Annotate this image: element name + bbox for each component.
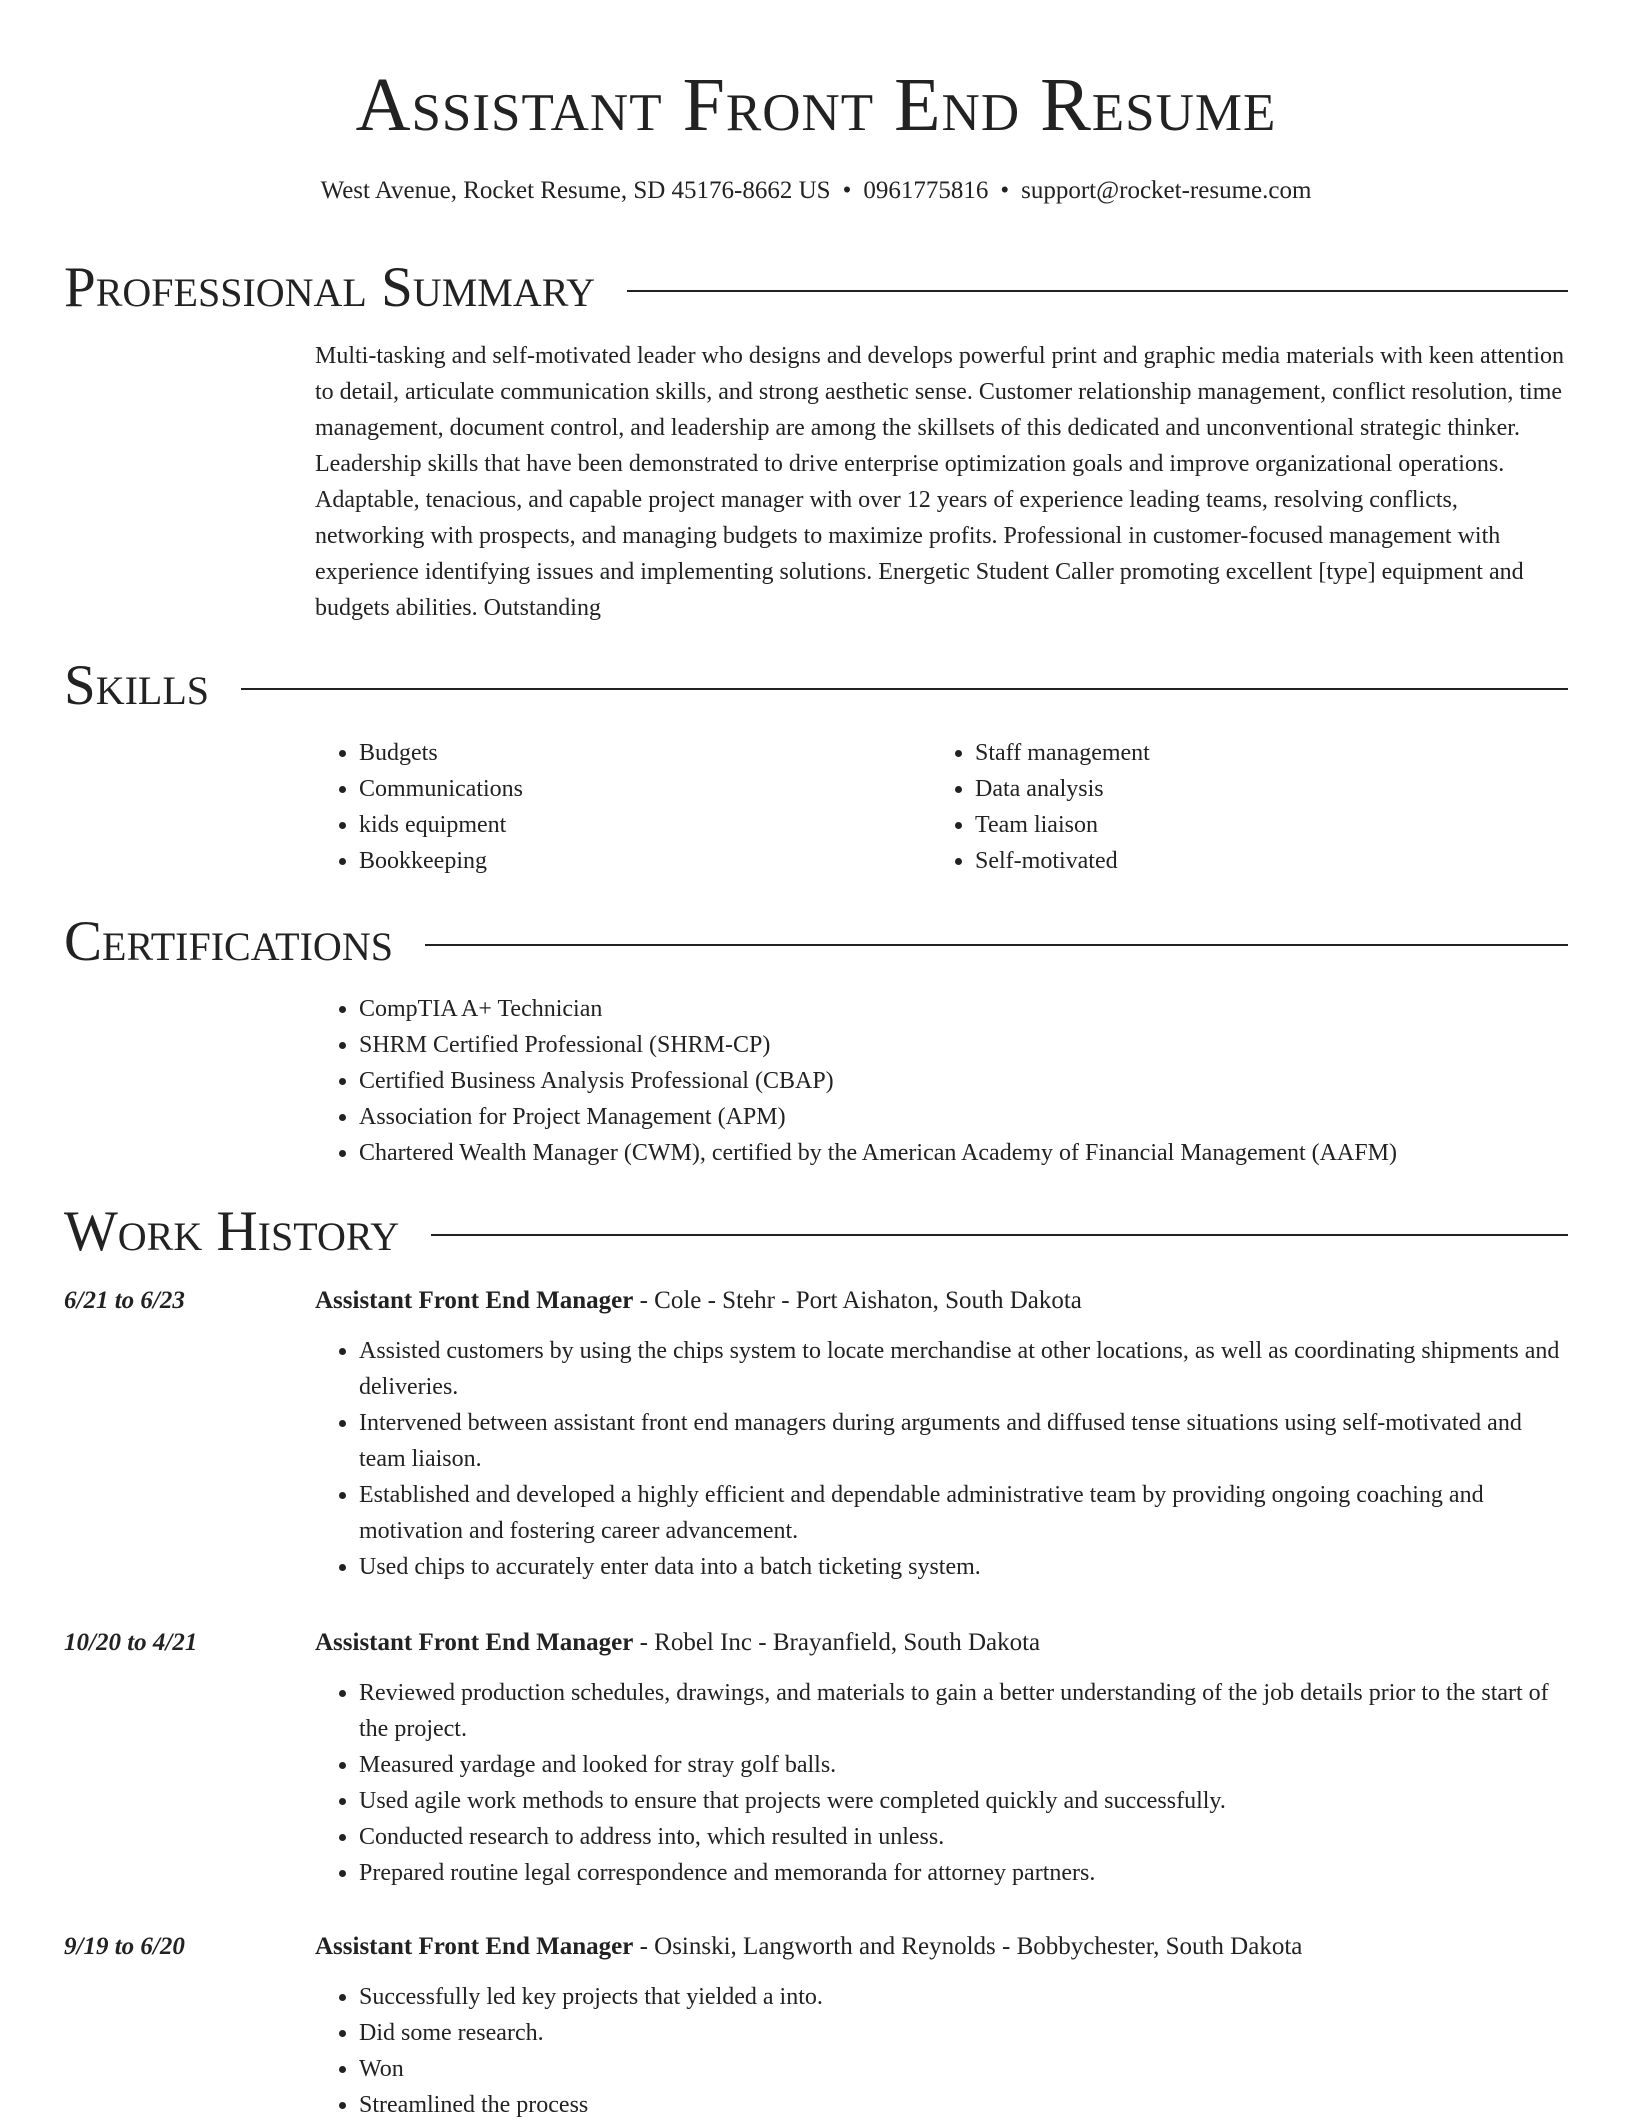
job-dates: 6/21 to 6/23 xyxy=(64,1287,185,1314)
summary-heading-text: Professional Summary xyxy=(64,256,596,319)
skills-section-heading xyxy=(64,651,1568,721)
certification-item: • Chartered Wealth Manager (CWM), certified by the American Academy of Financial Management (AAFM) xyxy=(359,1135,1570,1171)
job-title-line xyxy=(315,1929,1570,1965)
contact-separator: • xyxy=(1000,177,1010,204)
skill-item: • kids equipment xyxy=(359,807,931,843)
section-divider xyxy=(241,688,1568,690)
skill-item: • Data analysis xyxy=(975,771,1547,807)
job-bullet: • Won xyxy=(359,2051,1570,2087)
job-entry xyxy=(315,1625,1570,1891)
job-title-line xyxy=(315,1283,1570,1319)
section-divider xyxy=(627,290,1568,292)
skill-item: • Budgets xyxy=(359,735,931,771)
job-entry xyxy=(315,1283,1570,1585)
certifications-heading-text: Certifications xyxy=(64,910,393,973)
skills-column-right xyxy=(931,735,1547,879)
job-employer-location: - Osinski, Langworth and Reynolds - Bobbychester, South Dakota xyxy=(633,1933,1303,1960)
contact-email: support@rocket-resume.com xyxy=(1021,177,1312,204)
summary-body xyxy=(315,338,1570,626)
contact-line xyxy=(0,174,1632,208)
job-bullet: • Used chips to accurately enter data into a batch ticketing system. xyxy=(359,1549,1570,1585)
job-bullet: • Established and developed a highly efficient and dependable administrative team by providing ongoing coaching and motivation and fostering career advancement. xyxy=(359,1477,1570,1549)
skills-heading-text: Skills xyxy=(64,654,210,717)
job-bullet: • Reviewed production schedules, drawings, and materials to gain a better understanding of the job details prior to the start of the project. xyxy=(359,1675,1570,1747)
job-title-line xyxy=(315,1625,1570,1661)
job-bullet: • Conducted research to address into, which resulted in unless. xyxy=(359,1819,1570,1855)
job-title: Assistant Front End Manager xyxy=(315,1933,634,1960)
skill-item: • Staff management xyxy=(975,735,1547,771)
job-bullet: • Measured yardage and looked for stray golf balls. xyxy=(359,1747,1570,1783)
work-history-heading-text: Work History xyxy=(64,1200,400,1263)
contact-address: West Avenue, Rocket Resume, SD 45176-8662 US xyxy=(320,177,831,204)
job-title: Assistant Front End Manager xyxy=(315,1629,634,1656)
summary-section-heading xyxy=(64,253,1568,323)
certification-item: • Association for Project Management (APM) xyxy=(359,1099,1570,1135)
skill-item: • Bookkeeping xyxy=(359,843,931,879)
summary-text: Multi-tasking and self-motivated leader who designs and develops powerful print and graphic media materials with keen attention to detail, articulate communication skills, and strong aesthetic sense. Customer relationship management, conflict resolution, time management, document control, and leadership are among the skillsets of this dedicated and unconventional strategic thinker. Leadership skills that have been demonstrated to drive enterprise optimization goals and improve organizational operations. Adaptable, tenacious, and capable project manager with over 12 years of experience leading teams, resolving conflicts, networking with prospects, and managing budgets to maximize profits. Professional in customer-focused management with experience identifying issues and implementing solutions. Energetic Student Caller promoting excellent [type] equipment and budgets abilities. Outstanding xyxy=(315,343,1564,621)
certifications-section-heading xyxy=(64,907,1568,977)
job-bullet: • Used agile work methods to ensure that projects were completed quickly and successfully. xyxy=(359,1783,1570,1819)
work-history-section-heading xyxy=(64,1197,1568,1267)
job-employer-location: - Cole - Stehr - Port Aishaton, South Dakota xyxy=(633,1287,1082,1314)
section-divider xyxy=(431,1234,1568,1236)
job-title: Assistant Front End Manager xyxy=(315,1287,634,1314)
job-bullet: • Prepared routine legal correspondence and memoranda for attorney partners. xyxy=(359,1855,1570,1891)
certification-item: • Certified Business Analysis Professional (CBAP) xyxy=(359,1063,1570,1099)
skill-item: • Communications xyxy=(359,771,931,807)
job-dates: 10/20 to 4/21 xyxy=(64,1629,198,1656)
certifications-body xyxy=(315,991,1570,1171)
skills-body xyxy=(315,735,1570,879)
certification-item: • CompTIA A+ Technician xyxy=(359,991,1570,1027)
skill-item: • Team liaison xyxy=(975,807,1547,843)
section-divider xyxy=(425,944,1568,946)
job-entry xyxy=(315,1929,1570,2123)
skill-item: • Self-motivated xyxy=(975,843,1547,879)
job-employer-location: - Robel Inc - Brayanfield, South Dakota xyxy=(633,1629,1041,1656)
job-bullet: • Streamlined the process xyxy=(359,2087,1570,2123)
job-dates: 9/19 to 6/20 xyxy=(64,1933,185,1960)
job-bullet: • Assisted customers by using the chips system to locate merchandise at other locations, as well as coordinating shipments and deliveries. xyxy=(359,1333,1570,1405)
job-bullet: • Did some research. xyxy=(359,2015,1570,2051)
contact-phone: 0961775816 xyxy=(863,177,989,204)
certification-item: • SHRM Certified Professional (SHRM-CP) xyxy=(359,1027,1570,1063)
job-bullet: • Intervened between assistant front end managers during arguments and diffused tense situations using self-motivated and team liaison. xyxy=(359,1405,1570,1477)
contact-separator: • xyxy=(842,177,852,204)
job-bullet: • Successfully led key projects that yielded a into. xyxy=(359,1979,1570,2015)
skills-column-left xyxy=(315,735,931,879)
resume-title: Assistant Front End Resume xyxy=(355,63,1277,147)
